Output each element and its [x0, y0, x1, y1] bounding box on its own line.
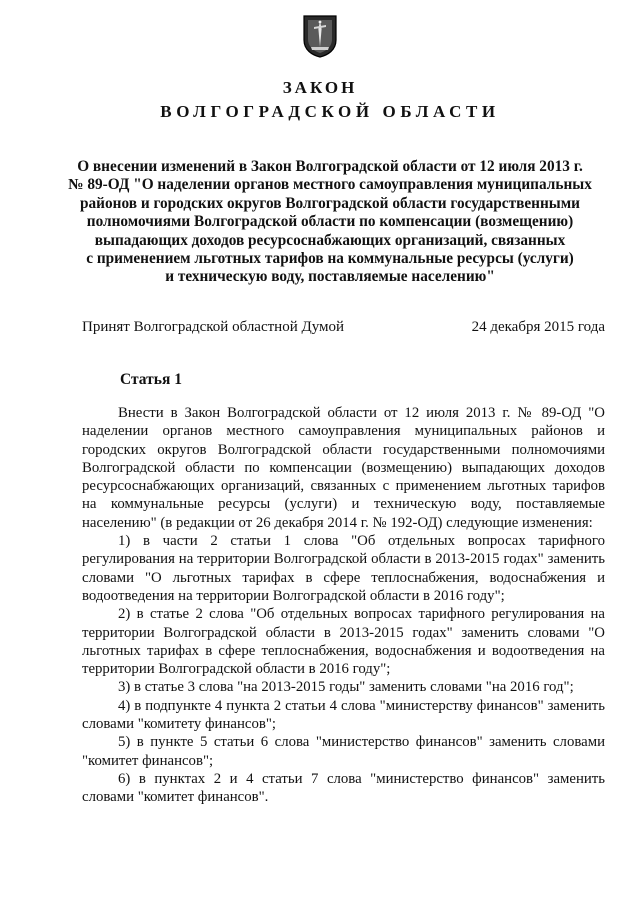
adoption-info	[82, 319, 605, 336]
adopted-by: Принят Волгоградской областной Думой	[82, 319, 345, 335]
subject-line: и техническую воду, поставляемые населению"	[165, 268, 495, 286]
subject-line: районов и городских округов Волгоградской области государственными	[80, 194, 580, 212]
law-subject	[40, 158, 620, 287]
article-paragraph: 2) в статье 2 слова "Об отдельных вопросах тарифного регулирования на территории Волгоградской области в 2013-2015 годах" заменить словами "О льготных тарифах в сфере теплоснабжения, водоснабжения и водоотведения на территории Волгоградской области в 2016 году";	[82, 606, 605, 678]
subject-line: с применением льготных тарифов на коммунальные ресурсы (услуги)	[86, 250, 574, 268]
subject-line: выпадающих доходов ресурсоснабжающих организаций, связанных	[94, 231, 566, 249]
article-paragraph: 3) в статье 3 слова "на 2013-2015 годы" заменить словами "на 2016 год";	[118, 679, 574, 696]
article-title: Статья 1	[120, 371, 182, 388]
article-paragraph: Внести в Закон Волгоградской области от 12 июля 2013 г. № 89-ОД "О наделении органов местного самоуправления муниципальных районов и городских округов Волгоградской области государственными полномочиями Волгоградской области по компенсации (возмещению) выпадающих доходов ресурсоснабжающих организаций, связанных с применением льготных тарифов на коммунальные ресурсы (услуги) и техническую воду, поставляемые населению" (в редакции от 26 декабря 2014 г. № 192-ОД) следующие изменения:	[82, 405, 605, 531]
subject-line: полномочиями Волгоградской области по компенсации (возмещению)	[86, 213, 574, 231]
subject-line: О внесении изменений в Закон Волгоградской области от 12 июля 2013 г.	[77, 158, 583, 175]
volgograd-coat-of-arms-icon	[302, 14, 338, 58]
subject-line: № 89-ОД "О наделении органов местного самоуправления муниципальных	[68, 176, 592, 194]
article-paragraph: 5) в пункте 5 статьи 6 слова "министерство финансов" заменить словами "комитет финансов";	[82, 734, 605, 769]
law-heading: ЗАКОН	[282, 78, 358, 97]
article-body	[82, 404, 605, 807]
article-paragraph: 1) в части 2 статьи 1 слова "Об отдельных вопросах тарифного регулирования на территории Волгоградской области в 2013-2015 годах" заменить словами "О льготных тарифах в сфере теплоснабжения, водоснабжения и водоотведения на территории Волгоградской области в 2016 году";	[82, 533, 605, 604]
region-heading: ВОЛГОГРАДСКОЙ ОБЛАСТИ	[160, 102, 500, 121]
adoption-date: 24 декабря 2015 года	[471, 319, 605, 335]
article-paragraph: 6) в пунктах 2 и 4 статьи 7 слова "министерство финансов" заменить словами "комитет финансов".	[82, 770, 605, 806]
article-paragraph: 4) в подпункте 4 пункта 2 статьи 4 слова "министерству финансов" заменить словами "комитету финансов";	[82, 697, 605, 733]
